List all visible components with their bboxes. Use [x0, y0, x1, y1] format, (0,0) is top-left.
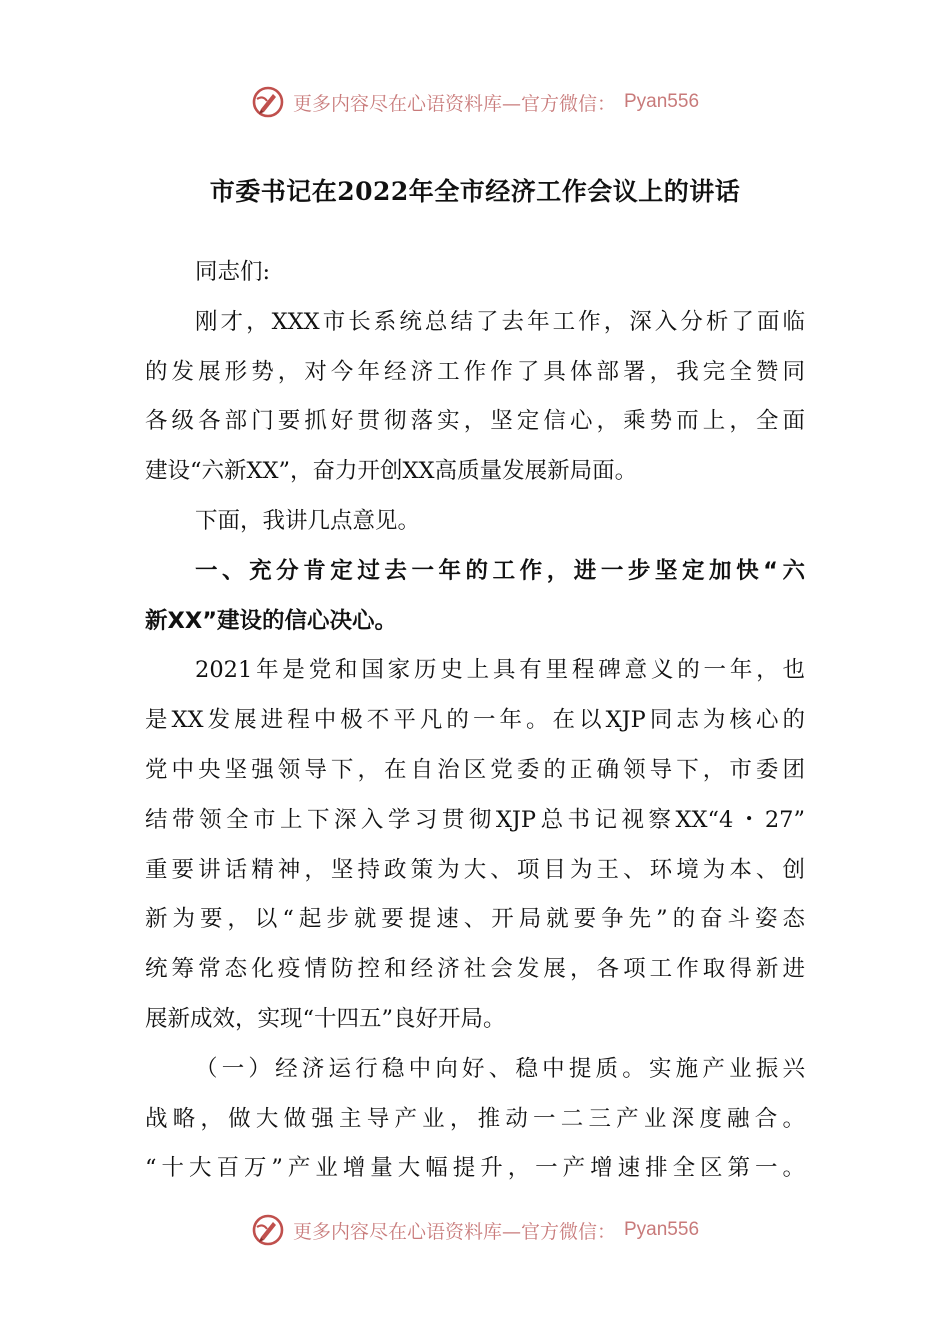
section-heading: 新XX”建设的信心决心。 — [145, 607, 397, 634]
paragraph-line: 结带领全市上下深入学习贯彻XJP总书记视察XX“4・27” — [145, 806, 805, 833]
watermark-text: 更多内容尽在心语资料库—官方微信： — [292, 1220, 616, 1243]
watermark-header — [0, 82, 950, 122]
salutation: 同志们: — [195, 259, 271, 285]
paragraph-line: 各级各部门要抓好贯彻落实，坚定信心，乘势而上，全面 — [145, 408, 805, 435]
paragraph-line: 党中央坚强领导下，在自治区党委的正确领导下，市委团 — [145, 756, 805, 783]
paragraph-line: “十大百万”产业增量大幅提升，一产增速排全区第一。 — [145, 1155, 805, 1182]
document-body — [145, 248, 805, 1194]
paragraph-line: 新为要，以“起步就要提速、开局就要争先”的奋斗姿态 — [145, 906, 805, 933]
watermark-footer — [0, 1210, 950, 1250]
pen-logo-icon — [251, 1213, 285, 1247]
paragraph-line: （一）经济运行稳中向好、稳中提质。实施产业振兴 — [195, 1055, 805, 1082]
watermark-text: 更多内容尽在心语资料库—官方微信： — [292, 92, 616, 115]
document-title: 市委书记在2022年全市经济工作会议上的讲话 — [209, 177, 741, 206]
paragraph-line: 建设“六新XX”，奋力开创XX高质量发展新局面。 — [145, 458, 638, 485]
watermark-wechat-id: Pyan556 — [624, 91, 700, 112]
paragraph-line: 统筹常态化疫情防控和经济社会发展，各项工作取得新进 — [145, 956, 805, 983]
section-heading: 一、充分肯定过去一年的工作，进一步坚定加快“六 — [195, 557, 805, 584]
paragraph-line: 刚才，XXX市长系统总结了去年工作，深入分析了面临 — [195, 308, 805, 335]
paragraph-line: 重要讲话精神，坚持政策为大、项目为王、环境为本、创 — [145, 856, 805, 883]
pen-logo-icon — [251, 85, 285, 119]
paragraph-line: 的发展形势，对今年经济工作作了具体部署，我完全赞同 — [145, 358, 805, 385]
watermark-wechat-id: Pyan556 — [624, 1219, 700, 1240]
paragraph-line: 下面，我讲几点意见。 — [195, 507, 421, 534]
paragraph-line: 2021年是党和国家历史上具有里程碑意义的一年，也 — [195, 657, 805, 684]
paragraph-line: 是XX发展进程中极不平凡的一年。在以XJP同志为核心的 — [145, 707, 805, 734]
paragraph-line: 展新成效，实现“十四五”良好开局。 — [145, 1005, 506, 1032]
paragraph-line: 战略，做大做强主导产业，推动一二三产业深度融合。 — [145, 1105, 805, 1132]
